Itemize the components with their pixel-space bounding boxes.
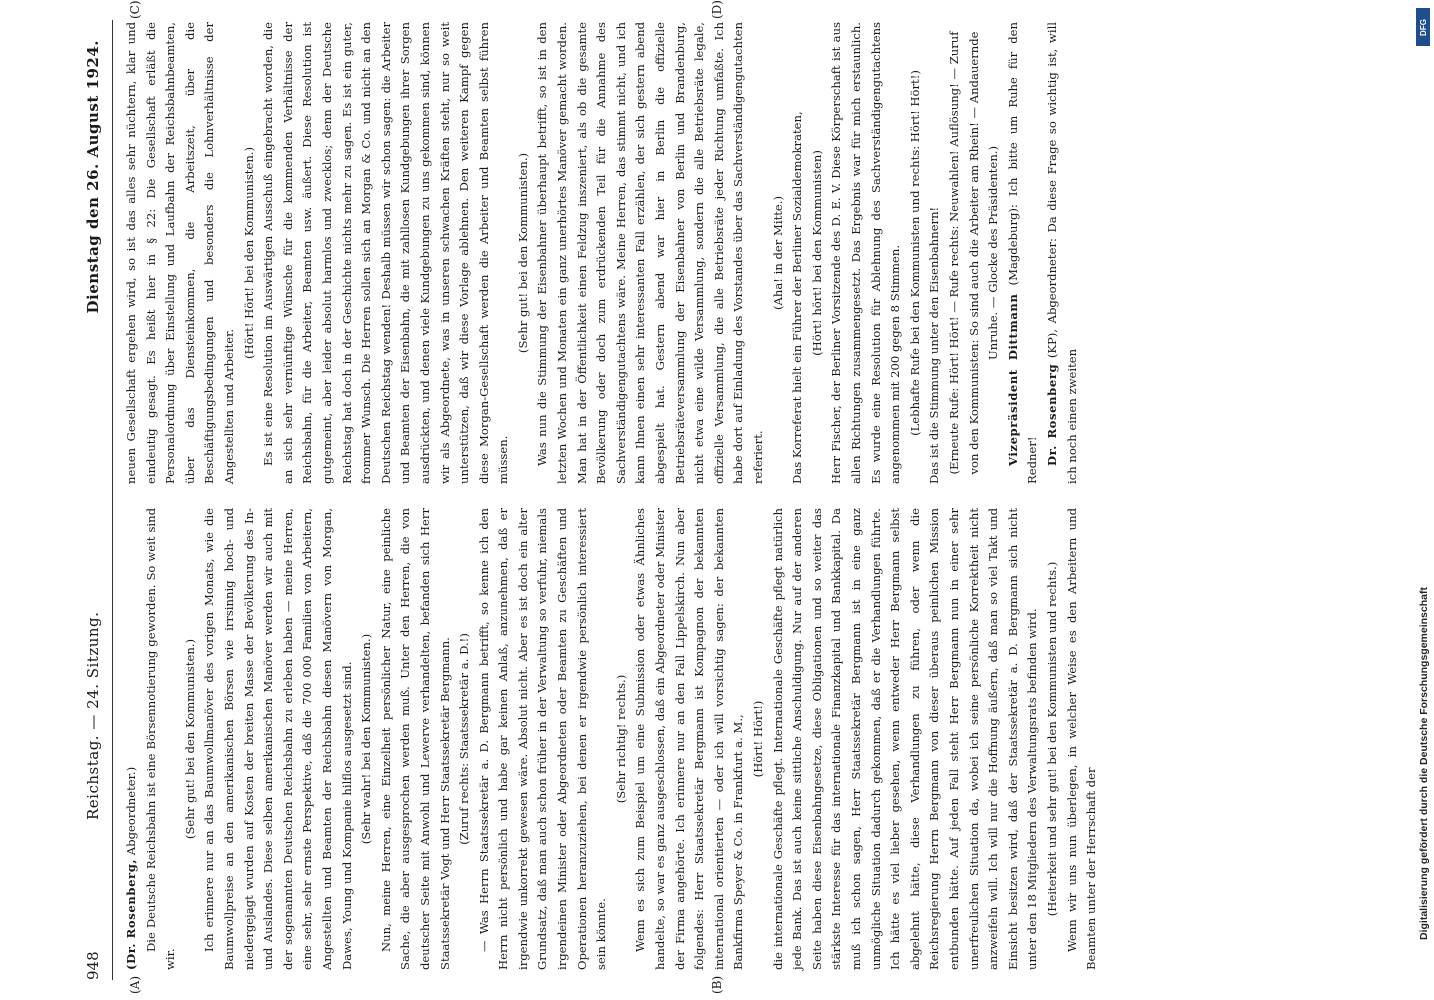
interjection	[181, 508, 201, 970]
left-column	[122, 508, 1102, 970]
paragraph-text: neuen Gesellschaft ergehen wird, so ist das alles sehr nüchtern, klar und eindeutig gesagt. Es heißt hier in § 22: Die Gesellschaft erläßt die Personalordnung über Einstellung und Laufbahn der Reichsbahnbeamten, über das Diensteinkommen, die Arbeitszeit, über die Beschäftigungsbedingungen und besonders die Lohnverhältnisse der Angestellten und Arbeiter.	[124, 22, 236, 484]
interjection	[945, 22, 1004, 484]
paragraph	[1043, 22, 1082, 484]
paragraph-text: die internationale Geschäfte pflegt. Internationale Geschäfte pflegt natürlich jede Bank. Das ist auch keine sittliche Anschuldigung. Nur auf der anderen Seite haben diese Eisenbahngesetze, diese Obligationen und so weiter das stärkste Interesse für das internationale Finanzkapital und Bankkapital. Da muß ich schon sagen, Herr Staatssekretär Bergmann ist in eine ganz unmögliche Situation dadurch gekommen, daß er die Verhandlungen führte. Ich hätte es viel lieber gesehen, wenn entweder Herr Bergmann selbst abgelehnt hätte, diese Verhandlungen zu führen, oder wenn die Reichsregierung Herrn Bergmann von dieser überaus peinlichen Mission entbunden hätte. Auf jeden Fall steht Herr Bergmann nun in einer sehr unerfreulichen Situation da, wobei ich seine persönliche Korrektheit nicht anzweifeln will. Ich will nur die Hoffnung äußern, daß man so viel Takt und Einsicht besitzen wird, daß der Staatssekretär a. D. Bergmann sich nicht unter den 18 Mitgliedern des Verwaltungsrats befinden wird.	[770, 508, 1040, 970]
header-rule	[112, 20, 113, 980]
section-marker-c: (C)	[128, 0, 142, 19]
paragraph-text: (Sehr richtig! rechts.)	[613, 674, 628, 804]
paragraph-text: (Magdeburg): Ich bitte um Ruhe für den Redner!	[1005, 21, 1040, 484]
paragraph-text: (Zuruf rechts: Staatssekretär a. D.!)	[457, 633, 472, 845]
paragraph	[259, 22, 514, 484]
paragraph-text: (Heiterkeit und sehr gut! bei den Kommunisten und rechts.)	[1044, 561, 1059, 917]
speaker-name: (Dr. Rosenberg,	[124, 858, 138, 970]
paragraph-text: Das ist die Stimmung unter den Eisenbahnern!	[927, 206, 942, 484]
paragraph-text: (Hört! hört! bei den Kommunisten)	[809, 150, 824, 356]
paragraph-text: Wenn wir uns nun überlegen, in welcher Weise es den Arbeitern und Beamten unter der Herrschaft der	[1064, 508, 1099, 970]
interjection	[808, 22, 828, 484]
interjection	[749, 508, 769, 970]
paragraph	[142, 508, 181, 970]
interjection	[612, 508, 632, 970]
session-title: Reichstag. — 24. Sitzung.	[84, 611, 102, 820]
paragraph	[788, 22, 808, 484]
paragraph-text: Abgeordneter.)	[124, 766, 138, 859]
paragraph	[925, 22, 945, 484]
digitization-note: Digitalisierung gefördert durch die Deutsche Forschungsgemeinschaft	[1418, 587, 1430, 940]
paragraph-text: (Sehr gut! bei den Kommunisten.)	[182, 638, 197, 840]
paragraph	[475, 508, 612, 970]
interjection	[514, 22, 534, 484]
interjection	[769, 22, 789, 484]
paragraph	[827, 22, 905, 484]
paragraph	[122, 22, 240, 484]
paragraph	[1063, 508, 1102, 970]
paragraph-text: Es ist eine Resolution im Auswärtigen Ausschuß eingebracht worden, die an sich sehr vernünftige Wünsche für die kommenden Verhältnisse der Reichsbahn, für die Arbeiter, Beamten usw. äußert. Diese Resolution ist gutgemeint, aber leider absolut harmlos und zwecklos; denn der Deutsche Reichstag hat doch in der Geschichte nichts mehr zu sagen. Es ist ein guter, frommer Wunsch. Die Herren sollen sich an Morgan & Co. und nicht an den Deutschen Reichstag wenden! Deshalb müssen wir schon sagen: die Arbeiter und Beamten der Eisenbahn, die mit zahllosen Kundgebungen ihrer Sorgen ausdrückten, und denen viele Kundgebungen zu uns gekommen sind, können wir als Abgeordnete, was in unseren schwachen Kräften steht, nur so weit unterstützen, daß wir diese Vorlage ablehnen. Den weiteren Kampf gegen diese Morgan-Gesellschaft werden die Arbeiter und Beamten selbst führen müssen.	[261, 22, 511, 484]
paragraph	[377, 508, 455, 970]
paragraph	[122, 508, 142, 970]
paragraph	[769, 508, 1043, 970]
paragraph-text: Die Deutsche Reichsbahn ist eine Börsennotierung geworden. So weit sind wir.	[143, 508, 178, 970]
paragraph-text: Was nun die Stimmung der Eisenbahner überhaupt betrifft, so ist in den letzten Wochen und Monaten ein ganz unerhörtes Manöver gemacht worden. Man hat in der Öffentlichkeit einen Feldzug inszeniert, als ob die gesamte Bevölkerung oder doch zum erdrückenden Teil für die Annahme des Sachverständigengutachtens wäre. Meine Herren, das stimmt nicht, und ich kann Ihnen einen sehr interessanten Fall erzählen, der sich gestern abend abgespielt hat. Gestern abend war hier in Berlin die offizielle Betriebsräteversammlung der Eisenbahner von Berlin und Brandenburg, nicht etwa eine wilde Versammlung, sondern die alle Betriebsräte legale, offizielle Versammlung, die alle Betriebsräte jeder Richtung umfaßte. Ich habe dort auf Einladung des Vorstandes über das Sachverständigengutachten referiert.	[535, 22, 765, 484]
paragraph	[1004, 22, 1043, 484]
paragraph-text: (Sehr gut! bei den Kommunisten.)	[515, 152, 530, 354]
paragraph	[533, 22, 768, 484]
paragraph-text: Wenn es sich zum Beispiel um eine Submission oder etwas Ähnliches handelte, so war es ganz ausgeschlossen, daß ein Abgeordneter oder Minister der Firma angehörte. Ich erinnere nur an den Fall Lippelskirch. Nun aber folgendes: Herr Staatssekretär Bergmann ist Kompagnon der bekannten international orientierten — oder ich will vorsichtig sagen: der bekannten Bankfirma Speyer & Co. in Frankfurt a. M.,	[633, 508, 746, 970]
dfg-logo: DFG	[1416, 8, 1430, 46]
paragraph	[200, 508, 357, 970]
interjection	[455, 508, 475, 970]
interjection	[906, 22, 926, 484]
paragraph-text: Herr Fischer, der Berliner Vorsitzende des D. E. V. Diese Körperschaft ist aus allen Richtungen zusammengesetzt. Das Ergebnis war für mich erstaunlich. Es wurde eine Resolution für Ablehnung des Sachverständigengutachtens angenommen mit 200 gegen 8 Stimmen.	[829, 22, 903, 484]
paragraph-text: Nun, meine Herren, eine Einzelheit persönlicher Natur, eine peinliche Sache, die aber ausgesprochen werden muß. Unter den Herren, die von deutscher Seite mit Anwohl und Lewerve verhandelten, befanden sich Herr Staatssekretär Vogt und Herr Staatssekretär Bergmann.	[378, 508, 452, 970]
speaker-name: Vizepräsident Dittmann	[1005, 293, 1020, 466]
right-column	[122, 22, 1082, 484]
paragraph-text: (Hört! Hört! bei den Kommunisten.)	[241, 147, 256, 360]
paragraph-text: Ich erinnere nur an das Baumwollmanöver des vorigen Monats, wie die Baumwollpreise an den amerikanischen Börsen wie irrsinnig hoch- und niedergejagt wurden auf Kosten der breiten Masse der Bevölkerung des In- und Auslandes. Diese selben amerikanischen Manöver werden wir auch mit der sogenannten Deutschen Reichsbahn zu erleben haben — meine Herren, eine sehr, sehr ernste Perspektive, daß die 700 000 Familien von Arbeitern, Angestellten und Beamten der Reichsbahn diesen Manövern von Morgan, Dawes, Young und Kompanie hilflos ausgesetzt sind.	[202, 508, 354, 970]
paragraph-text: — Was Herrn Staatssekretär a. D. Bergmann betrifft, so kenne ich den Herrn nicht persönlich und habe gar keinen Anlaß, anzunehmen, daß er irgendwie unkorrekt gewesen wäre. Absolut nicht. Aber es ist doch ein alter Grundsatz, daß man auch schon früher in der Verwaltung so verfuhr, niemals irgendeinen Minister oder Abgeordneten oder Beamten zu Geschäften und Operationen heranzuziehen, bei denen er irgendwie persönlich interessiert sein könnte.	[476, 508, 609, 970]
paragraph-text: (Sehr wahr! bei den Kommunisten.)	[359, 633, 374, 845]
section-marker-a: (A)	[128, 975, 142, 994]
page-number: 948	[84, 951, 102, 980]
section-marker-d: (D)	[710, 0, 724, 19]
interjection	[240, 22, 260, 484]
paragraph-text: (Hört! Hört!)	[751, 700, 765, 778]
page-header	[84, 20, 110, 980]
speaker-name: Dr. Rosenberg	[1044, 363, 1059, 466]
rotated-page-content	[70, 0, 1330, 1000]
paragraph-text: (Lebhafte Rufe bei den Kommunisten und rechts: Hört! Hört!)	[907, 70, 922, 436]
paragraph-text: (KP), Abgeordneter: Da diese Frage so wichtig ist, will ich noch einen zweiten	[1044, 22, 1079, 484]
session-date: Dienstag den 26. August 1924.	[84, 40, 102, 314]
paragraph-text: Das Korreferat hielt ein Führer der Berliner Sozialdemokraten,	[790, 111, 805, 484]
interjection	[1043, 508, 1063, 970]
paragraph-text: (Erneute Rufe: Hört! Hört! — Rufe rechts: Neuwahlen! Auflösung! — Zuruf von den Kommunisten: So sind auch die Arbeiter am Rhein! — Andauernde Unruhe. — Glocke des Präsidenten.)	[946, 31, 1001, 475]
section-marker-b: (B)	[710, 975, 724, 994]
paragraph-text: (Aha! in der Mitte.)	[770, 196, 785, 310]
paragraph	[631, 508, 749, 970]
interjection	[357, 508, 377, 970]
